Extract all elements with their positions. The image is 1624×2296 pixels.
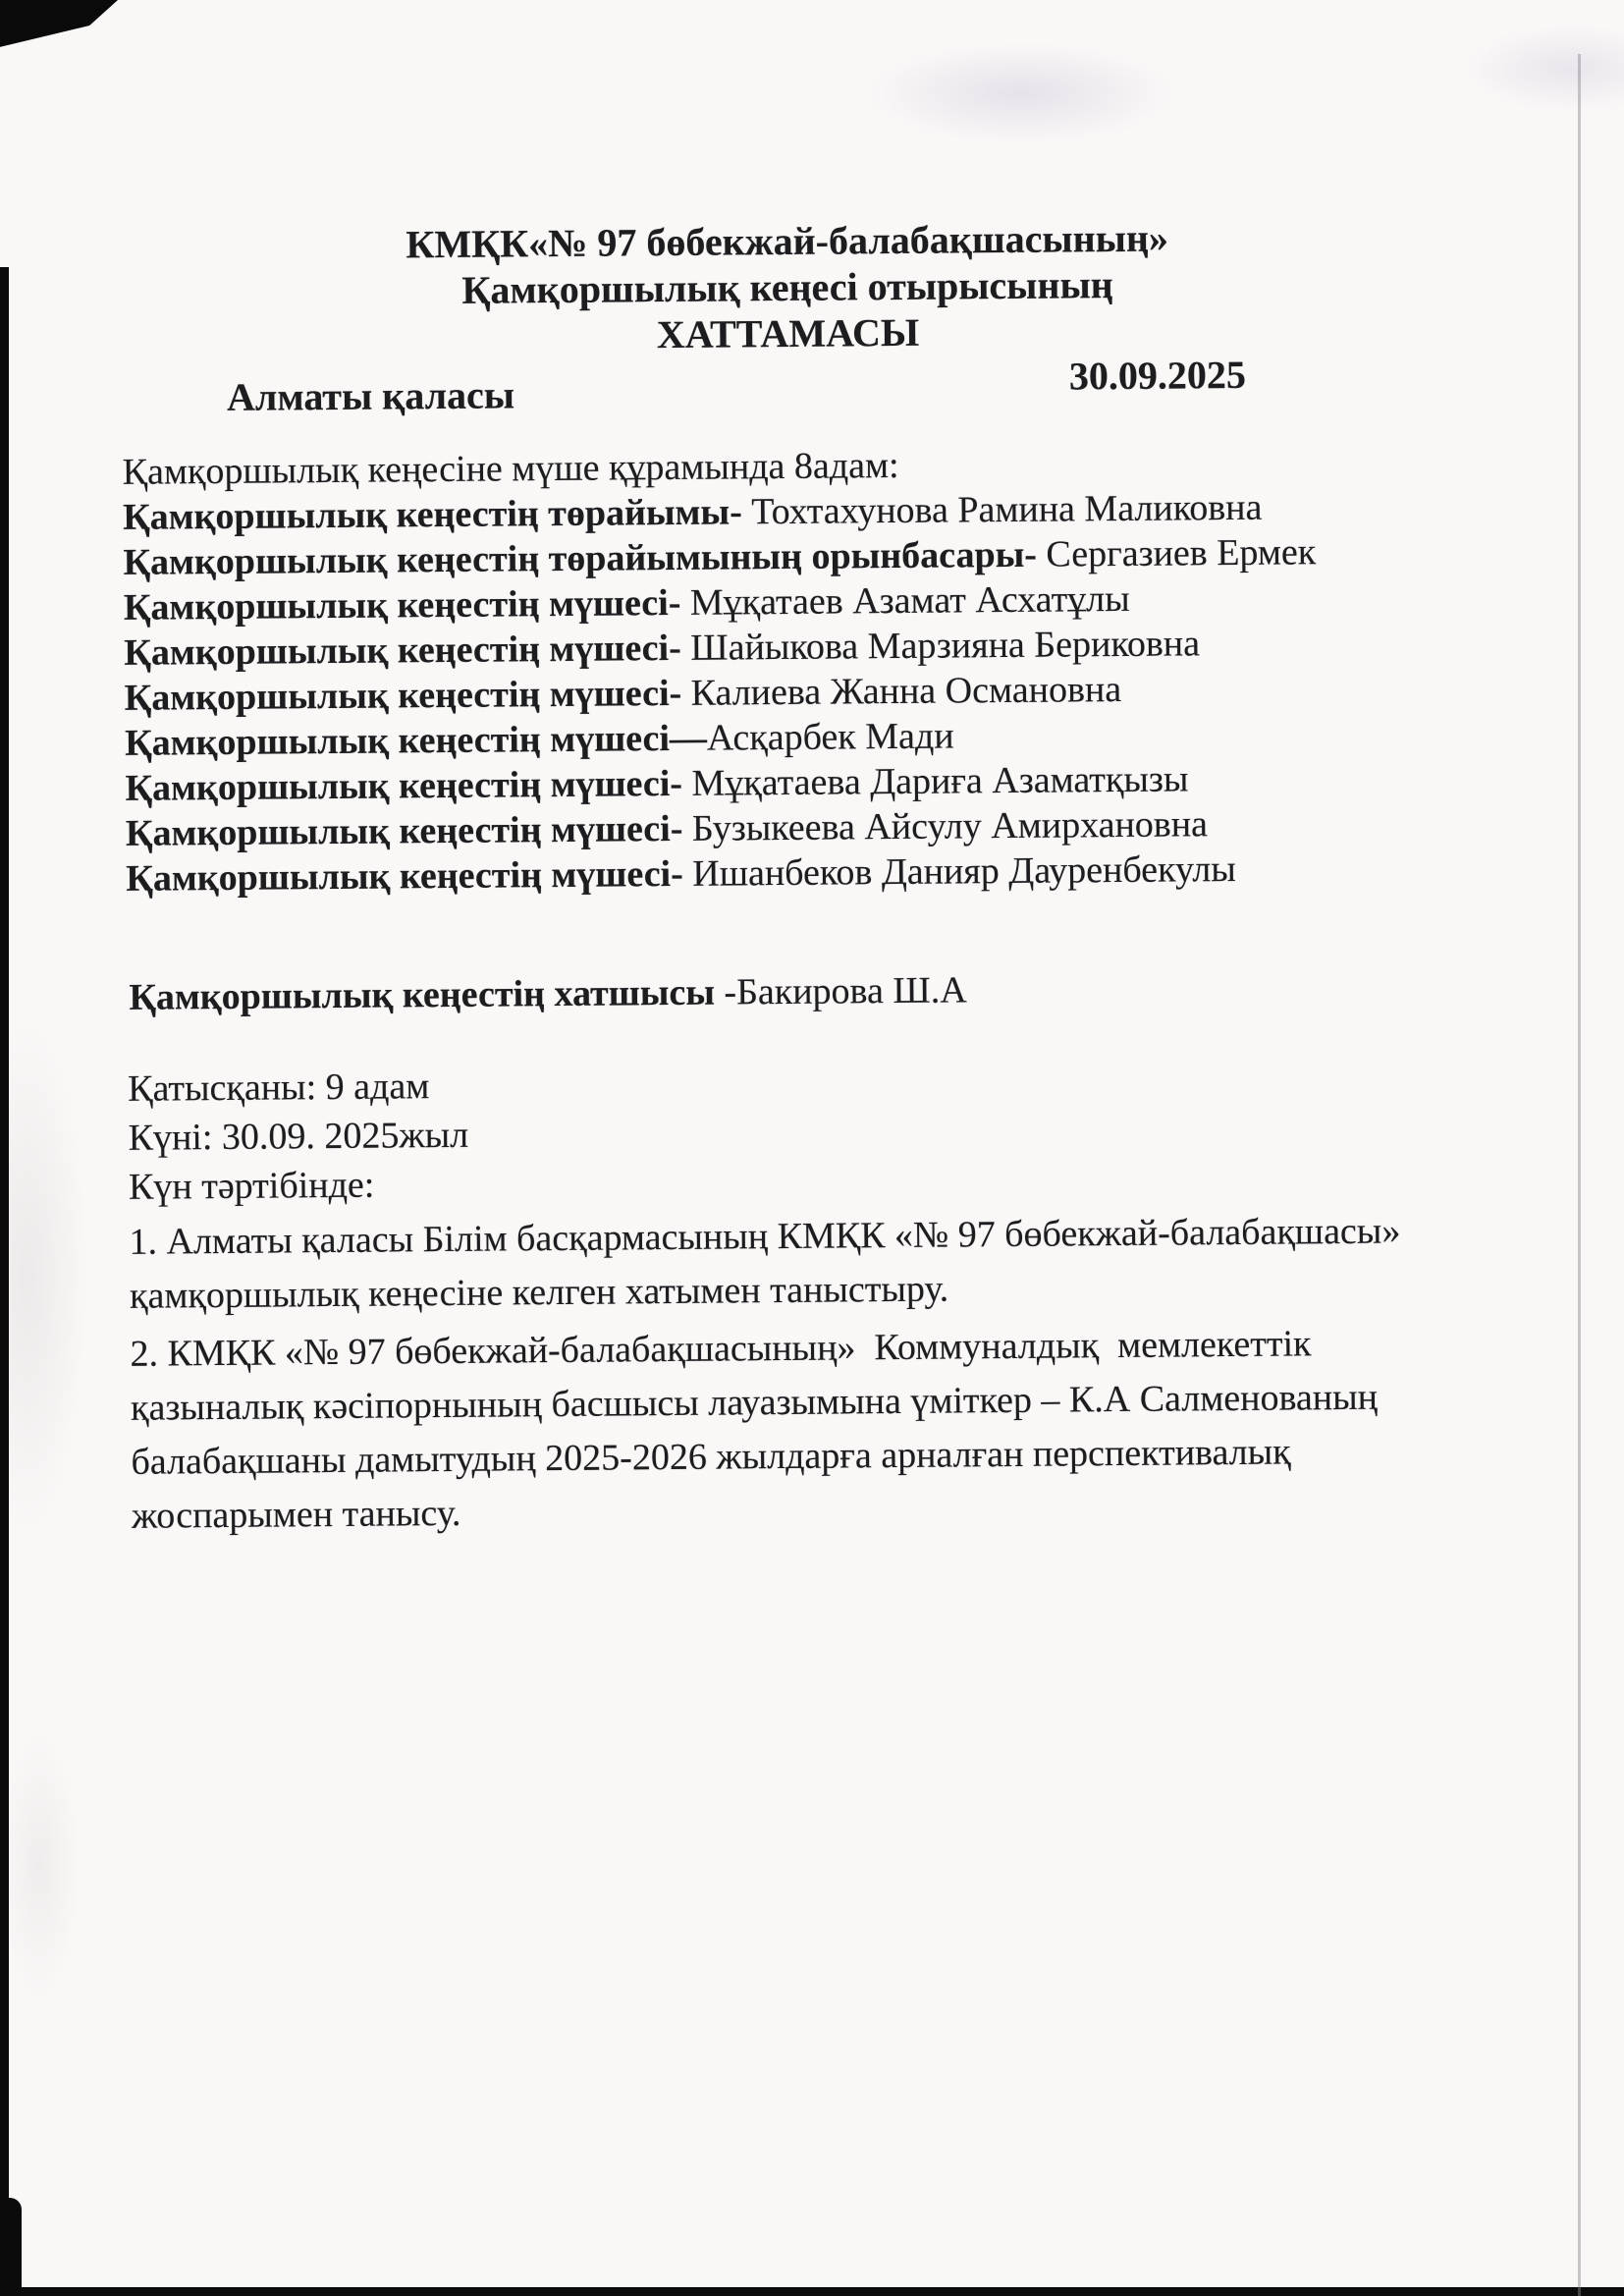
secretary-name: -Бакирова Ш.А	[714, 969, 967, 1013]
member-name: Калиева Жанна Османовна	[681, 668, 1122, 714]
member-name: Ишанбеков Данияр Дауренбекулы	[682, 847, 1236, 895]
title-line-protocol: ХАТТАМАСЫ	[656, 309, 920, 357]
roster-intro: Қамқоршылық кеңесіне мүше құрамында 8адам:	[122, 444, 899, 493]
agenda-heading: Күн тәртібінде:	[128, 1164, 375, 1208]
member-role-label: Қамқоршылық кеңестің мүшесі-	[126, 852, 683, 900]
member-role-label: Қамқоршылық кеңестің мүшесі-	[123, 581, 681, 629]
member-role-label: Қамқоршылық кеңестің төрайымының орынбасары-	[123, 533, 1038, 583]
member-name: Асқарбек Мади	[706, 715, 954, 759]
meeting-date-line: Күні: 30.09. 2025жыл	[128, 1114, 469, 1159]
member-role-label: Қамқоршылық кеңестің төрайымы-	[122, 491, 742, 538]
member-role-label: Қамқоршылық кеңестің мүшесі-	[125, 762, 683, 809]
agenda-item-1: 1. Алматы қаласы Білім басқармасының КМҚК «№ 97 бөбекжай-балабақшасы» қамқоршылық кеңесіне келген хатымен таныстыру.	[129, 1210, 1411, 1317]
attended-line: Қатысқаны: 9 адам	[127, 1066, 430, 1110]
agenda-item-2: 2. КМҚК «№ 97 бөбекжай-балабақшасының» Коммуналдық мемлекеттік қазыналық кәсіпорнының басшысы лауазымына үміткер – К.А Салменованың балабақшаны дамытудың 2025-2026 жылдарға арналған перспективалық жоспарымен танысу.	[130, 1323, 1387, 1537]
member-role-label: Қамқоршылық кеңестің мүшесі—	[124, 717, 708, 764]
member-name: Мұқатаев Азамат Асхатұлы	[680, 577, 1130, 624]
city-name: Алматы қаласы	[226, 372, 515, 419]
secretary-role-label: Қамқоршылық кеңестің хатшысы	[129, 971, 716, 1018]
member-role-label: Қамқоршылық кеңестің мүшесі-	[125, 807, 683, 854]
meeting-details	[128, 1052, 1542, 1544]
member-name: Бузыкеева Айсулу Амирхановна	[682, 803, 1209, 849]
protocol-title	[21, 211, 1553, 363]
member-name: Шайыкова Марзияна Бериковна	[680, 623, 1201, 669]
protocol-date: 30.09.2025	[1068, 352, 1247, 399]
member-name: Мұқатаева Дариға Азаматқызы	[681, 758, 1189, 804]
title-line-organization: КМҚК«№ 97 бөбекжай-балабақшасының»	[406, 215, 1169, 267]
member-role-label: Қамқоршылық кеңестің мүшесі-	[124, 672, 682, 719]
member-name: Тохтахунова Рамина Маликовна	[741, 486, 1263, 533]
council-roster	[122, 437, 1559, 902]
secretary-line	[129, 968, 967, 1018]
title-line-council: Қамқоршылық кеңесі отырысының	[461, 262, 1113, 312]
member-name: Сергазиев Ермек	[1036, 531, 1317, 575]
member-role-label: Қамқоршылық кеңестің мүшесі-	[124, 627, 681, 674]
